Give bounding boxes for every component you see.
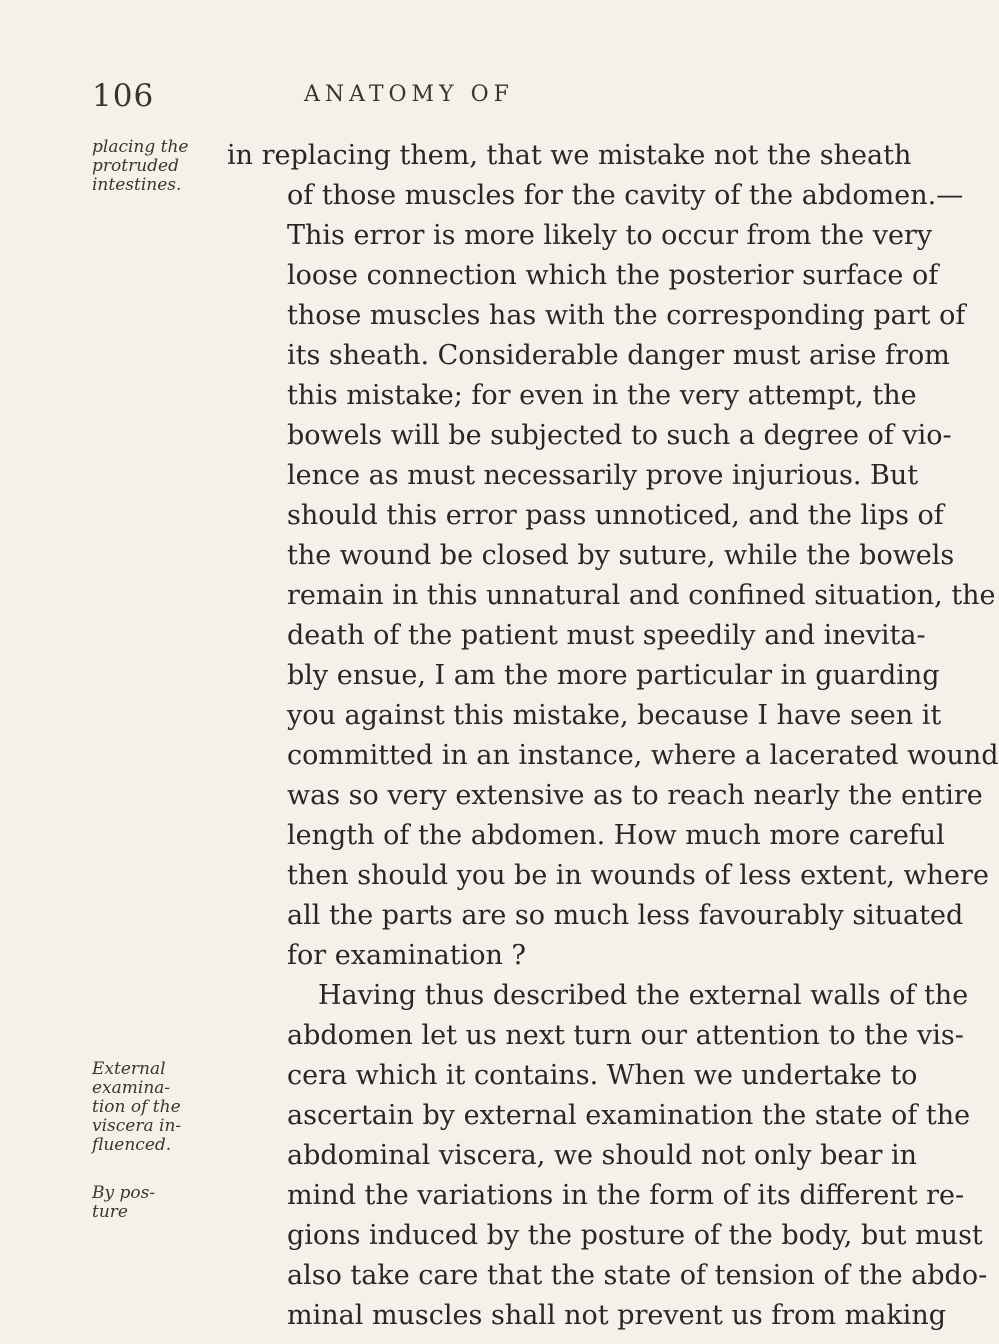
margin-note <box>92 138 189 195</box>
text-line: mind the variations in the form of its different re- <box>287 1180 965 1211</box>
text-line: ascertain by external examination the state of the <box>287 1100 971 1131</box>
margin-note-line: protruded <box>92 156 179 176</box>
text-line: minal muscles shall not prevent us from making <box>287 1300 946 1331</box>
text-line: committed in an instance, where a lacerated wound <box>287 740 999 771</box>
text-line: cera which it contains. When we undertake to <box>287 1060 918 1091</box>
margin-note <box>92 1060 181 1155</box>
text-line: then should you be in wounds of less extent, where <box>287 860 989 891</box>
margin-note-line: viscera in- <box>92 1116 182 1136</box>
text-line: the wound be closed by suture, while the bowels <box>287 540 955 571</box>
text-line: also take care that the state of tension of the abdo- <box>287 1260 988 1291</box>
text-line: bowels will be subjected to such a degree of vio- <box>287 420 952 451</box>
running-title: ANATOMY OF <box>304 82 514 107</box>
text-line: gions induced by the posture of the body, but must <box>287 1220 983 1251</box>
text-line: bly ensue, I am the more particular in guarding <box>287 660 940 691</box>
text-line: abdomen let us next turn our attention to the vis- <box>287 1020 964 1051</box>
text-line: of those muscles for the cavity of the abdomen.— <box>287 180 964 211</box>
text-line: this mistake; for even in the very attempt, the <box>287 380 917 411</box>
text-line: you against this mistake, because I have seen it <box>287 700 942 731</box>
text-line: those muscles has with the corresponding part of <box>287 300 966 331</box>
text-line: loose connection which the posterior surface of <box>287 260 939 291</box>
margin-note-line: External <box>92 1059 166 1079</box>
text-line: its sheath. Considerable danger must arise from <box>287 340 950 371</box>
margin-note-line: examina- <box>92 1078 171 1098</box>
text-line: remain in this unnatural and confined situation, the <box>287 580 996 611</box>
text-line: was so very extensive as to reach nearly the entire <box>287 780 983 811</box>
margin-note-line: ture <box>92 1202 128 1222</box>
text-line: for examination ? <box>287 940 526 971</box>
text-line: in replacing them, that we mistake not the sheath <box>227 140 912 171</box>
text-line: length of the abdomen. How much more careful <box>287 820 945 851</box>
margin-note-line: fluenced. <box>92 1135 172 1155</box>
text-line: death of the patient must speedily and inevita- <box>287 620 926 651</box>
page-number: 106 <box>92 78 155 114</box>
running-head <box>0 78 801 118</box>
text-line: This error is more likely to occur from the very <box>287 220 933 251</box>
text-line: all the parts are so much less favourably situated <box>287 900 964 931</box>
text-line: Having thus described the external walls of the <box>318 980 969 1011</box>
margin-note-line: tion of the <box>92 1097 181 1117</box>
margin-note-line: intestines. <box>92 175 182 195</box>
text-line: should this error pass unnoticed, and the lips of <box>287 500 944 531</box>
margin-note-line: placing the <box>92 137 189 157</box>
text-line: lence as must necessarily prove injurious. But <box>287 460 919 491</box>
text-line: abdominal viscera, we should not only bear in <box>287 1140 918 1171</box>
margin-note <box>92 1184 155 1222</box>
margin-note-line: By pos- <box>92 1183 156 1203</box>
